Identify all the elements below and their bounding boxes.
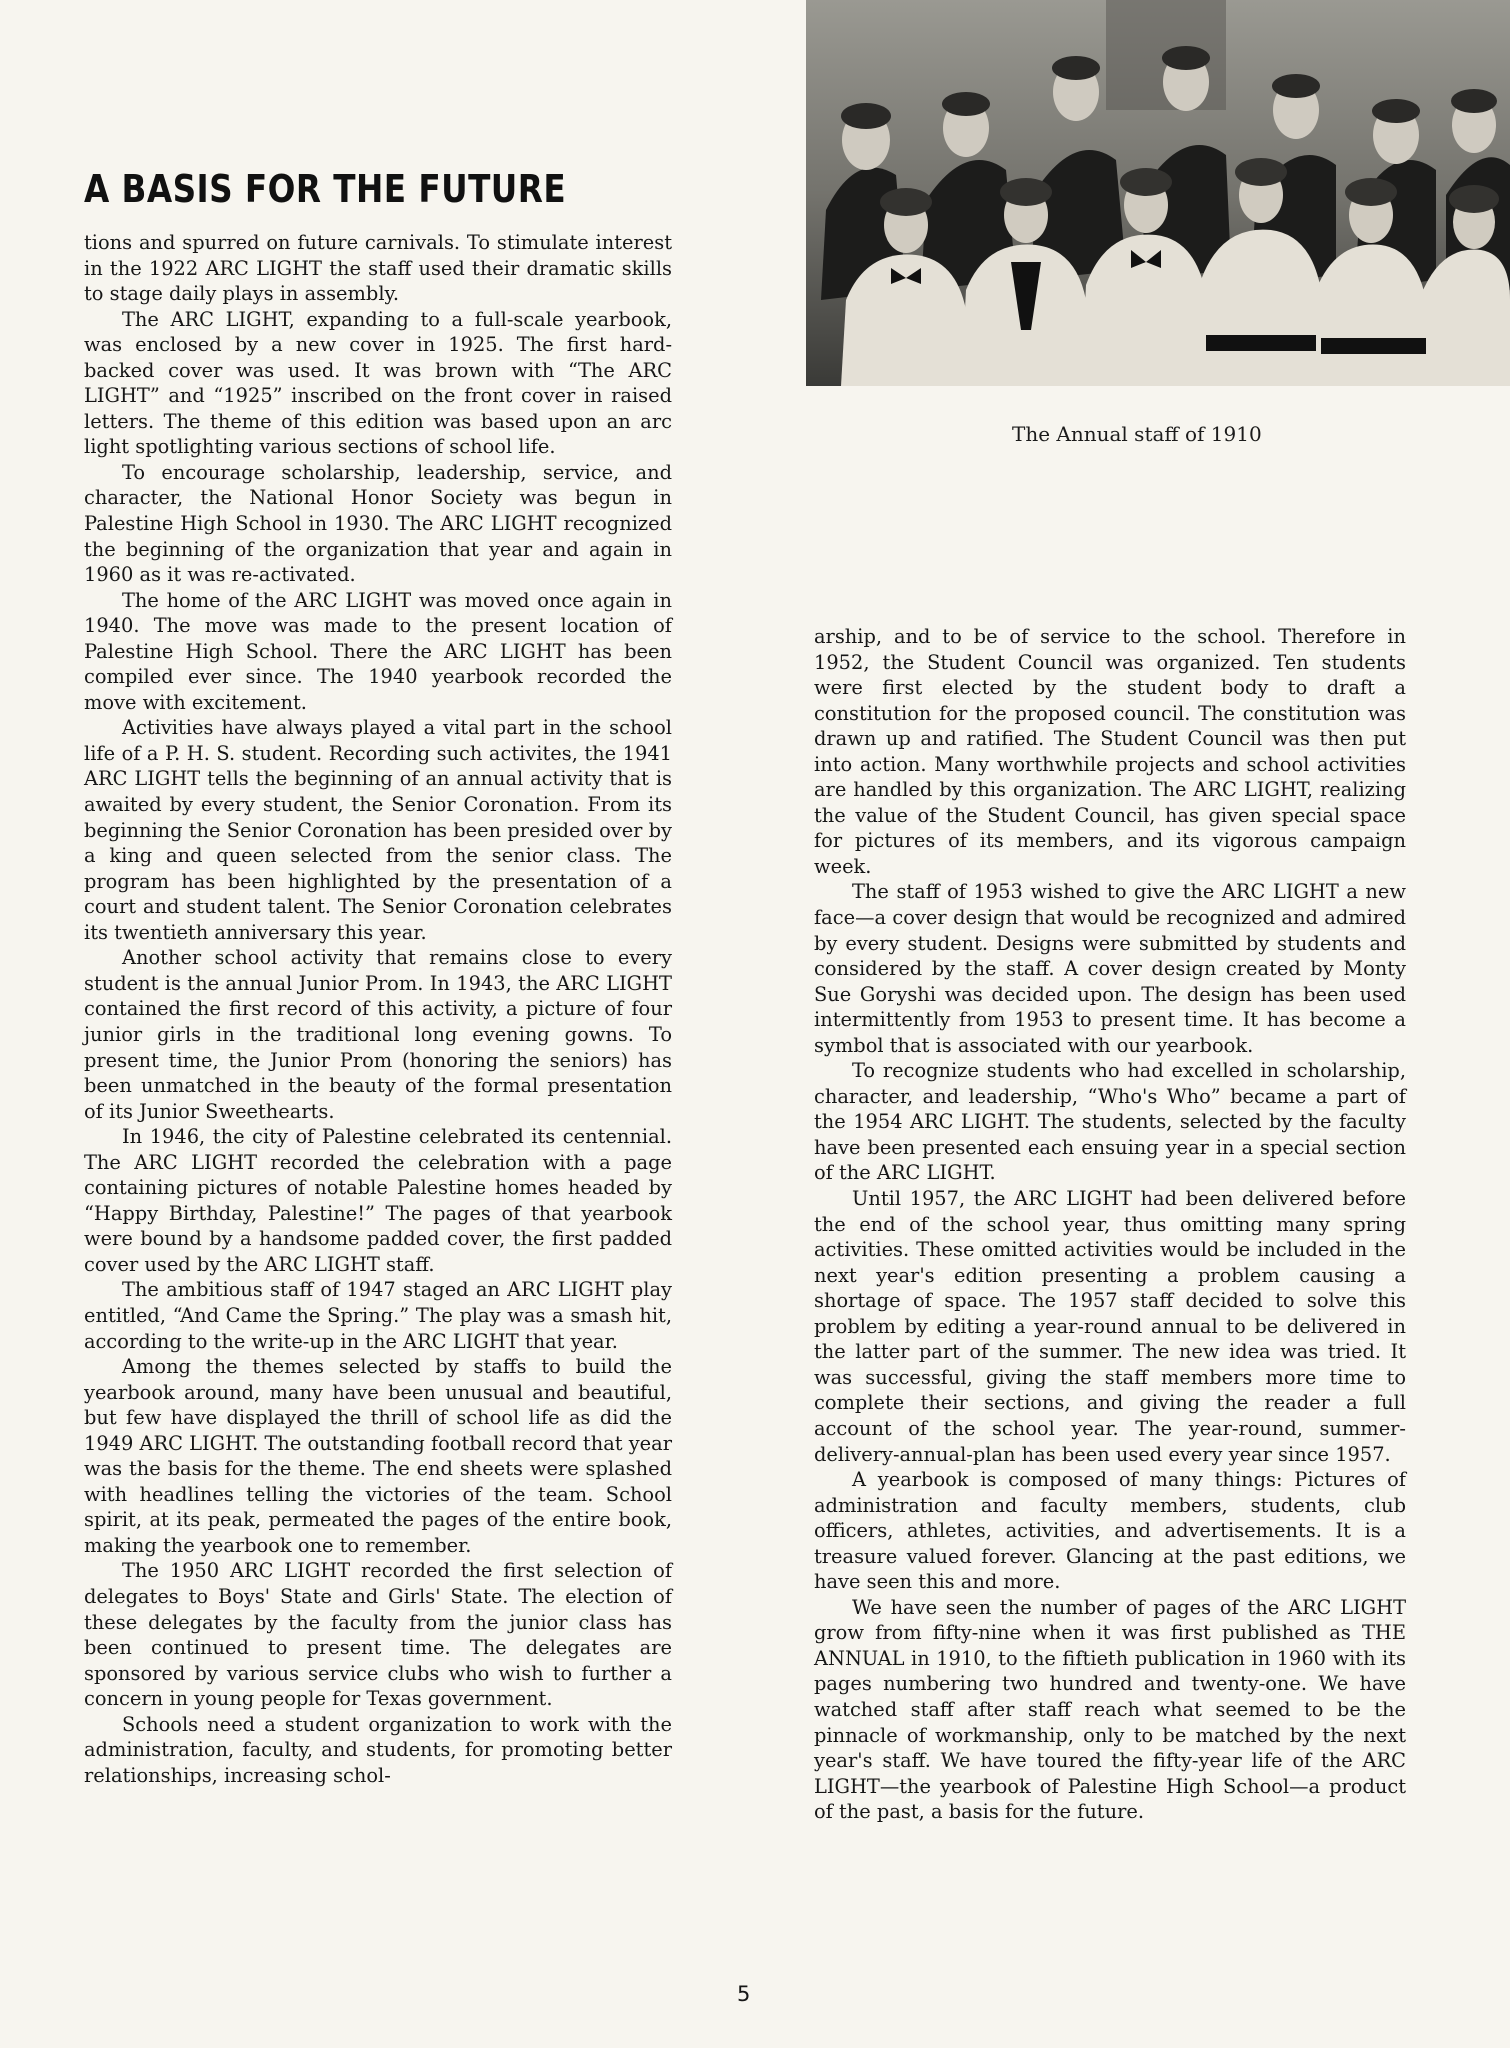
paragraph: We have seen the number of pages of the ARC LIGHT grow from fifty-nine when it was first published as THE ANNUAL in 1910, to the fiftieth publication in 1960 with its pages numbering two hundred and twenty-one. We have watched staff after staff reach what seemed to be the pinnacle of workmanship, only to be matched by the next year's staff. We have toured the fifty-year life of the ARC LIGHT—the yearbook of Palestine High School—a product of the past, a basis for the future. xyxy=(814,1595,1406,1824)
page-number: 5 xyxy=(737,1982,751,2006)
left-text-column xyxy=(84,230,672,1788)
paragraph: The staff of 1953 wished to give the ARC LIGHT a new face—a cover design that would be recognized and admired by every student. Designs were submitted by students and considered by the staff. A cover design created by Monty Sue Goryshi was decided upon. The design has been used intermittently from 1953 to present time. It has become a symbol that is associated with our yearbook. xyxy=(814,880,1406,1057)
paragraph: arship, and to be of service to the school. Therefore in 1952, the Student Council was organized. Ten students were first elected by the student body to draft a constitution for the proposed council. The constitution was drawn up and ratified. The Student Council was then put into action. Many worthwhile projects and school activities are handled by this organization. The ARC LIGHT, realizing the value of the Student Council, has given special space for pictures of its members, and its vigorous campaign week. xyxy=(814,625,1406,878)
paragraph: The ambitious staff of 1947 staged an ARC LIGHT play entitled, “And Came the Spring.” The play was a smash hit, according to the write-up in the ARC LIGHT that year. xyxy=(84,1278,672,1353)
paragraph: Another school activity that remains close to every student is the annual Junior Prom. In 1943, the ARC LIGHT contained the first record of this activity, a picture of four junior girls in the traditional long evening gowns. To present time, the Junior Prom (honoring the seniors) has been unmatched in the beauty of the formal presentation of its Junior Sweethearts. xyxy=(84,946,672,1123)
paragraph: Schools need a student organization to work with the administration, faculty, and students, for promoting better relationships, increasing schol- xyxy=(84,1712,672,1787)
photo-caption: The Annual staff of 1910 xyxy=(1012,422,1262,446)
paragraph: The ARC LIGHT, expanding to a full-scale yearbook, was enclosed by a new cover in 1925. The first hard-backed cover was used. It was brown with “The ARC LIGHT” and “1925” inscribed on the front cover in raised letters. The theme of this edition was based upon an arc light spotlighting various sections of school life. xyxy=(84,307,672,459)
right-text-column xyxy=(814,624,1406,1825)
paragraph: To encourage scholarship, leadership, service, and character, the National Honor Society was begun in Palestine High School in 1930. The ARC LIGHT recognized the beginning of the organization that year and again in 1960 as it was re-activated. xyxy=(84,460,672,587)
staff-photo-illustration xyxy=(806,0,1510,386)
paragraph: Activities have always played a vital part in the school life of a P. H. S. student. Recording such activites, the 1941 ARC LIGHT tells the beginning of an annual activity that is awaited by every student, the Senior Coronation. From its beginning the Senior Coronation has been presided over by a king and queen selected from the senior class. The program has been highlighted by the presentation of a court and student talent. The Senior Coronation celebrates its twentieth anniversary this year. xyxy=(84,716,672,944)
paragraph: A yearbook is composed of many things: Pictures of administration and faculty members, students, club officers, athletes, activities, and advertisements. It is a treasure valued forever. Glancing at the past editions, we have seen this and more. xyxy=(814,1468,1406,1594)
paragraph: The home of the ARC LIGHT was moved once again in 1940. The move was made to the present location of Palestine High School. There the ARC LIGHT has been compiled ever since. The 1940 yearbook recorded the move with excitement. xyxy=(84,588,672,714)
page-title: A BASIS FOR THE FUTURE xyxy=(84,167,567,212)
paragraph: To recognize students who had excelled in scholarship, character, and leadership, “Who's Who” became a part of the 1954 ARC LIGHT. The students, selected by the faculty have been presented each ensuing year in a special section of the ARC LIGHT. xyxy=(814,1059,1406,1185)
staff-photo xyxy=(806,0,1510,386)
paragraph: Among the themes selected by staffs to build the yearbook around, many have been unusual and beautiful, but few have displayed the thrill of school life as did the 1949 ARC LIGHT. The outstanding football record that year was the basis for the theme. The end sheets were splashed with headlines telling the victories of the team. School spirit, at its peak, permeated the pages of the entire book, making the yearbook one to remember. xyxy=(84,1355,672,1557)
paragraph: In 1946, the city of Palestine celebrated its centennial. The ARC LIGHT recorded the celebration with a page containing pictures of notable Palestine homes headed by “Happy Birthday, Palestine!” The pages of that yearbook were bound by a handsome padded cover, the first padded cover used by the ARC LIGHT staff. xyxy=(84,1125,672,1276)
paragraph: tions and spurred on future carnivals. To stimulate interest in the 1922 ARC LIGHT the staff used their dramatic skills to stage daily plays in assembly. xyxy=(84,231,672,306)
paragraph: Until 1957, the ARC LIGHT had been delivered before the end of the school year, thus omitting many spring activities. These omitted activities would be included in the next year's edition presenting a problem causing a shortage of space. The 1957 staff decided to solve this problem by editing a year-round annual to be delivered in the latter part of the summer. The new idea was tried. It was successful, giving the staff members more time to complete their sections, and giving the reader a full account of the school year. The year-round, summer-delivery-annual-plan has been used every year since 1957. xyxy=(814,1187,1406,1466)
paragraph: The 1950 ARC LIGHT recorded the first selection of delegates to Boys' State and Girls' State. The election of these delegates by the faculty from the junior class has been continued to present time. The delegates are sponsored by various service clubs who wish to further a concern in young people for Texas government. xyxy=(84,1559,672,1711)
